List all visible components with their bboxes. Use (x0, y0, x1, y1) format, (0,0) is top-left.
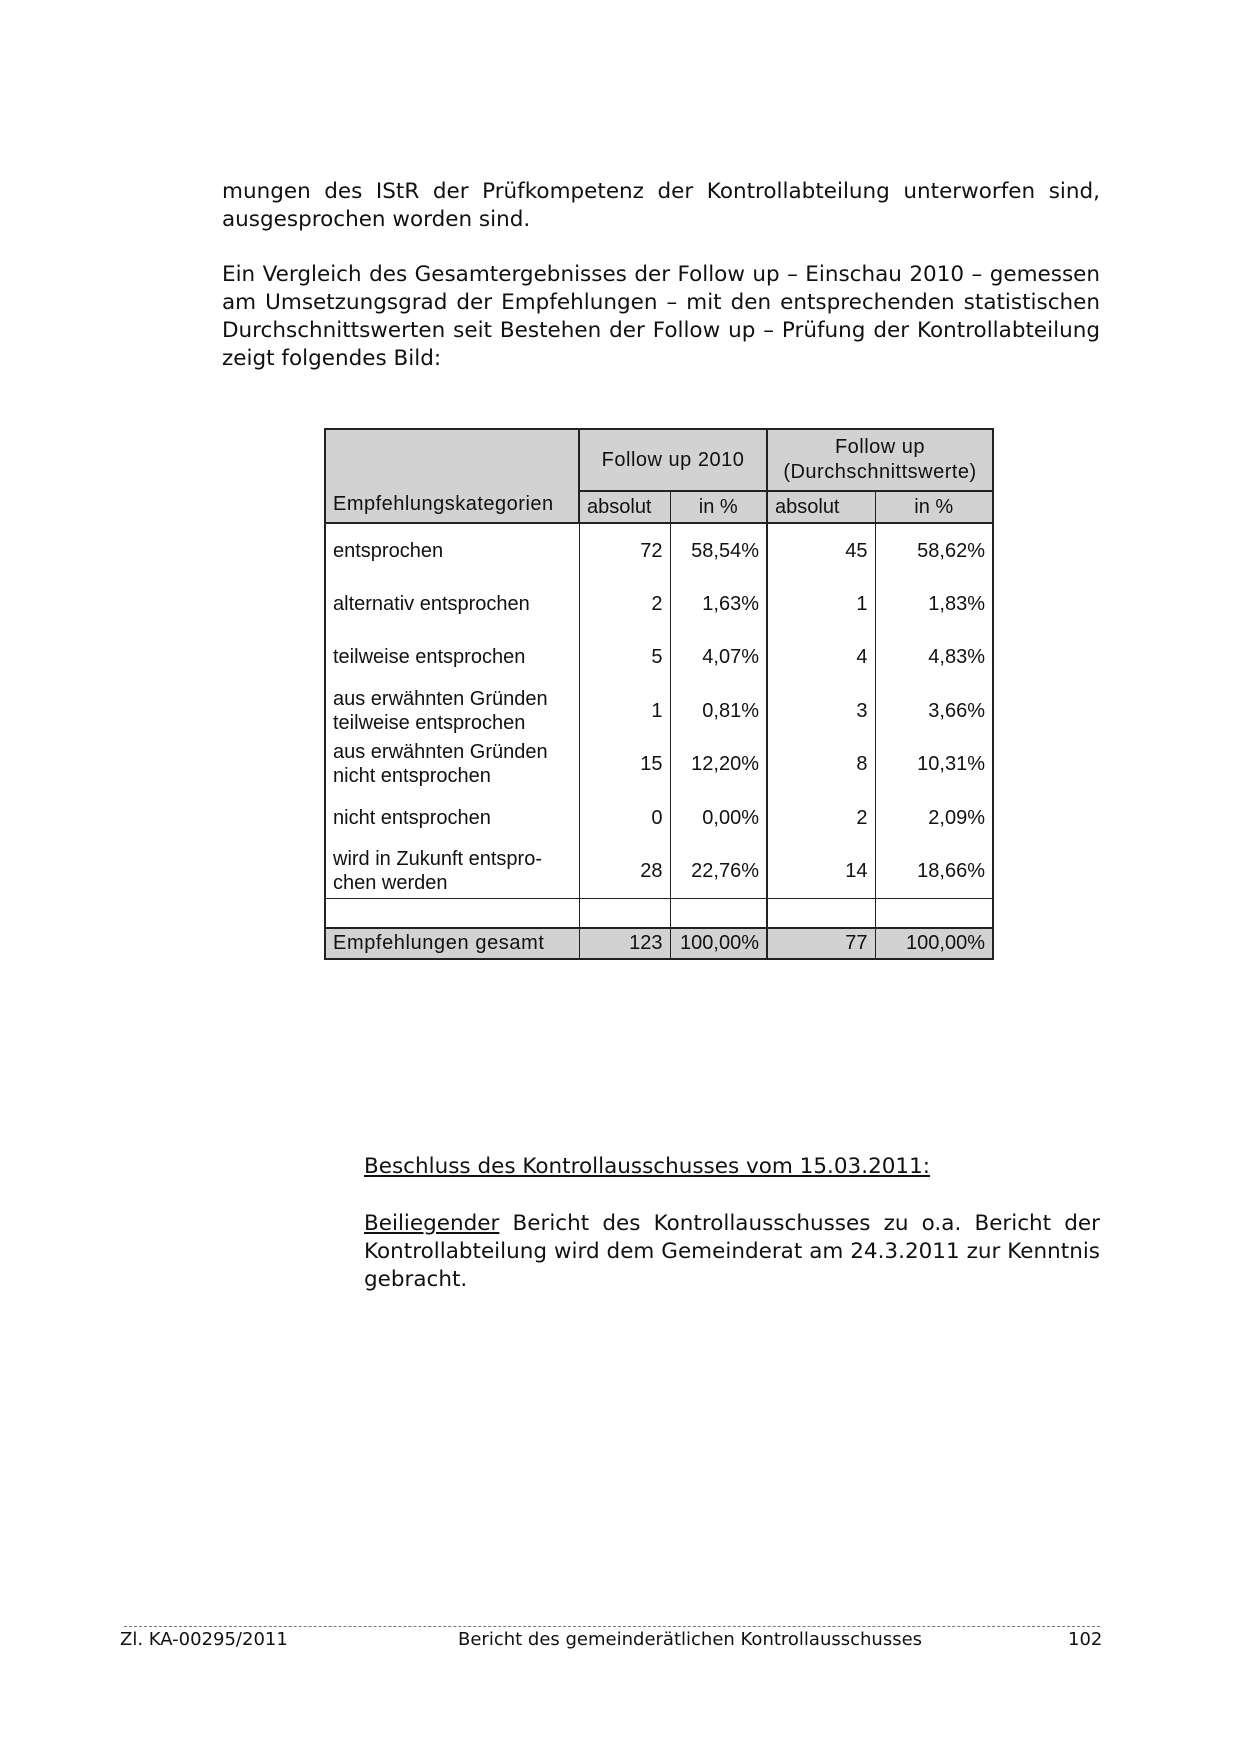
header-follow-up-2010: Follow up 2010 (579, 429, 767, 491)
row-abs-2010: 2 (579, 577, 670, 630)
table-spacer-row (325, 898, 993, 928)
row-category (325, 844, 579, 898)
decision-title: Beschluss des Kontrollausschusses vom 15.03.2011: (364, 1154, 931, 1179)
subheader-absolut-avg: absolut (767, 491, 875, 523)
row-pct-avg: 4,83% (875, 631, 993, 684)
row-pct-avg: 10,31% (875, 738, 993, 791)
subheader-pct-2010: in % (670, 491, 767, 523)
total-category: Empfehlungen gesamt (325, 928, 579, 959)
header-average-line2: (Durchschnittswerte) (783, 461, 977, 483)
row-category-line2: chen werden (333, 872, 448, 895)
row-pct-2010: 22,76% (691, 860, 759, 883)
decision-text (364, 1210, 1100, 1294)
row-pct-avg: 2,09% (875, 791, 993, 844)
intro-paragraph-1: mungen des IStR der Prüfkompetenz der Kontrollabteilung unterworfen sind, ausgesprochen worden sind. (222, 179, 1100, 232)
subheader-pct-avg: in % (875, 491, 993, 523)
row-pct-avg: 18,66% (875, 844, 993, 898)
table-row (325, 631, 993, 684)
total-abs-2010: 123 (579, 928, 670, 959)
row-pct-avg: 3,66% (875, 684, 993, 737)
row-abs-avg: 3 (767, 684, 875, 737)
table-row (325, 684, 993, 737)
row-category: alternativ entsprochen (325, 577, 579, 630)
decision-body: Bericht des Kontrollausschusses zu o.a. Bericht der Kontrollabteilung wird dem Gemeinderat am 24.3.2011 zur Kenntnis gebracht. (364, 1211, 1100, 1292)
table-total-row (325, 928, 993, 959)
subheader-absolut-2010: absolut (579, 491, 670, 523)
table-row (325, 523, 993, 577)
footer-reference: Zl. KA-00295/2011 (120, 1629, 288, 1650)
table-header-row (325, 429, 993, 491)
footer-divider (124, 1626, 1100, 1627)
row-abs-2010: 15 (579, 738, 670, 791)
row-category: teilweise entsprochen (325, 631, 579, 684)
row-abs-2010: 5 (579, 631, 670, 684)
total-abs-avg: 77 (767, 928, 875, 959)
row-abs-avg: 2 (767, 791, 875, 844)
row-category: nicht entsprochen (325, 791, 579, 844)
row-category-line1: aus erwähnten Gründen (333, 741, 548, 764)
row-category-line2: teilweise entsprochen (333, 711, 526, 734)
header-average-line1: Follow up (834, 436, 926, 458)
header-category: Empfehlungskategorien (325, 429, 579, 523)
row-pct-avg: 1,83% (875, 577, 993, 630)
row-pct-2010: 12,20% (691, 753, 759, 776)
row-pct-avg: 58,62% (875, 523, 993, 577)
page-number: 102 (1068, 1629, 1103, 1650)
row-abs-avg: 14 (767, 844, 875, 898)
row-category-line2: nicht entsprochen (333, 765, 491, 788)
row-abs-2010: 72 (579, 523, 670, 577)
table-row (325, 577, 993, 630)
results-table-wrapper (324, 428, 992, 962)
row-abs-avg: 4 (767, 631, 875, 684)
row-pct-2010: 0,00% (702, 806, 759, 829)
total-pct-avg: 100,00% (875, 928, 993, 959)
table-row (325, 844, 993, 898)
total-pct-2010: 100,00% (670, 928, 767, 959)
row-category (325, 738, 579, 791)
row-category: entsprochen (325, 523, 579, 577)
row-category-line1: aus erwähnten Gründen (333, 687, 548, 710)
footer-title: Bericht des gemeinderätlichen Kontrollausschusses (458, 1629, 923, 1650)
row-abs-2010: 1 (579, 684, 670, 737)
row-abs-2010: 0 (579, 791, 670, 844)
row-pct-2010: 58,54% (691, 539, 759, 562)
row-abs-avg: 1 (767, 577, 875, 630)
row-pct-2010: 4,07% (702, 646, 759, 669)
row-category-line1: wird in Zukunft entspro- (333, 848, 542, 871)
row-abs-avg: 8 (767, 738, 875, 791)
header-follow-up-average (767, 429, 993, 491)
results-table (324, 428, 994, 960)
row-category (325, 684, 579, 737)
table-row (325, 791, 993, 844)
row-abs-avg: 45 (767, 523, 875, 577)
row-pct-2010: 1,63% (702, 593, 759, 616)
row-abs-2010: 28 (579, 844, 670, 898)
row-pct-2010: 0,81% (702, 699, 759, 722)
table-row (325, 738, 993, 791)
decision-lead-word: Beiliegender (364, 1211, 500, 1236)
intro-paragraph-2: Ein Vergleich des Gesamtergebnisses der Follow up – Einschau 2010 – gemessen am Umsetzungsgrad der Empfehlungen – mit den entsprechenden statistischen Durchschnittswerten seit Bestehen der Follow up – Prüfung der Kontrollabteilung zeigt folgendes Bild: (222, 262, 1100, 371)
